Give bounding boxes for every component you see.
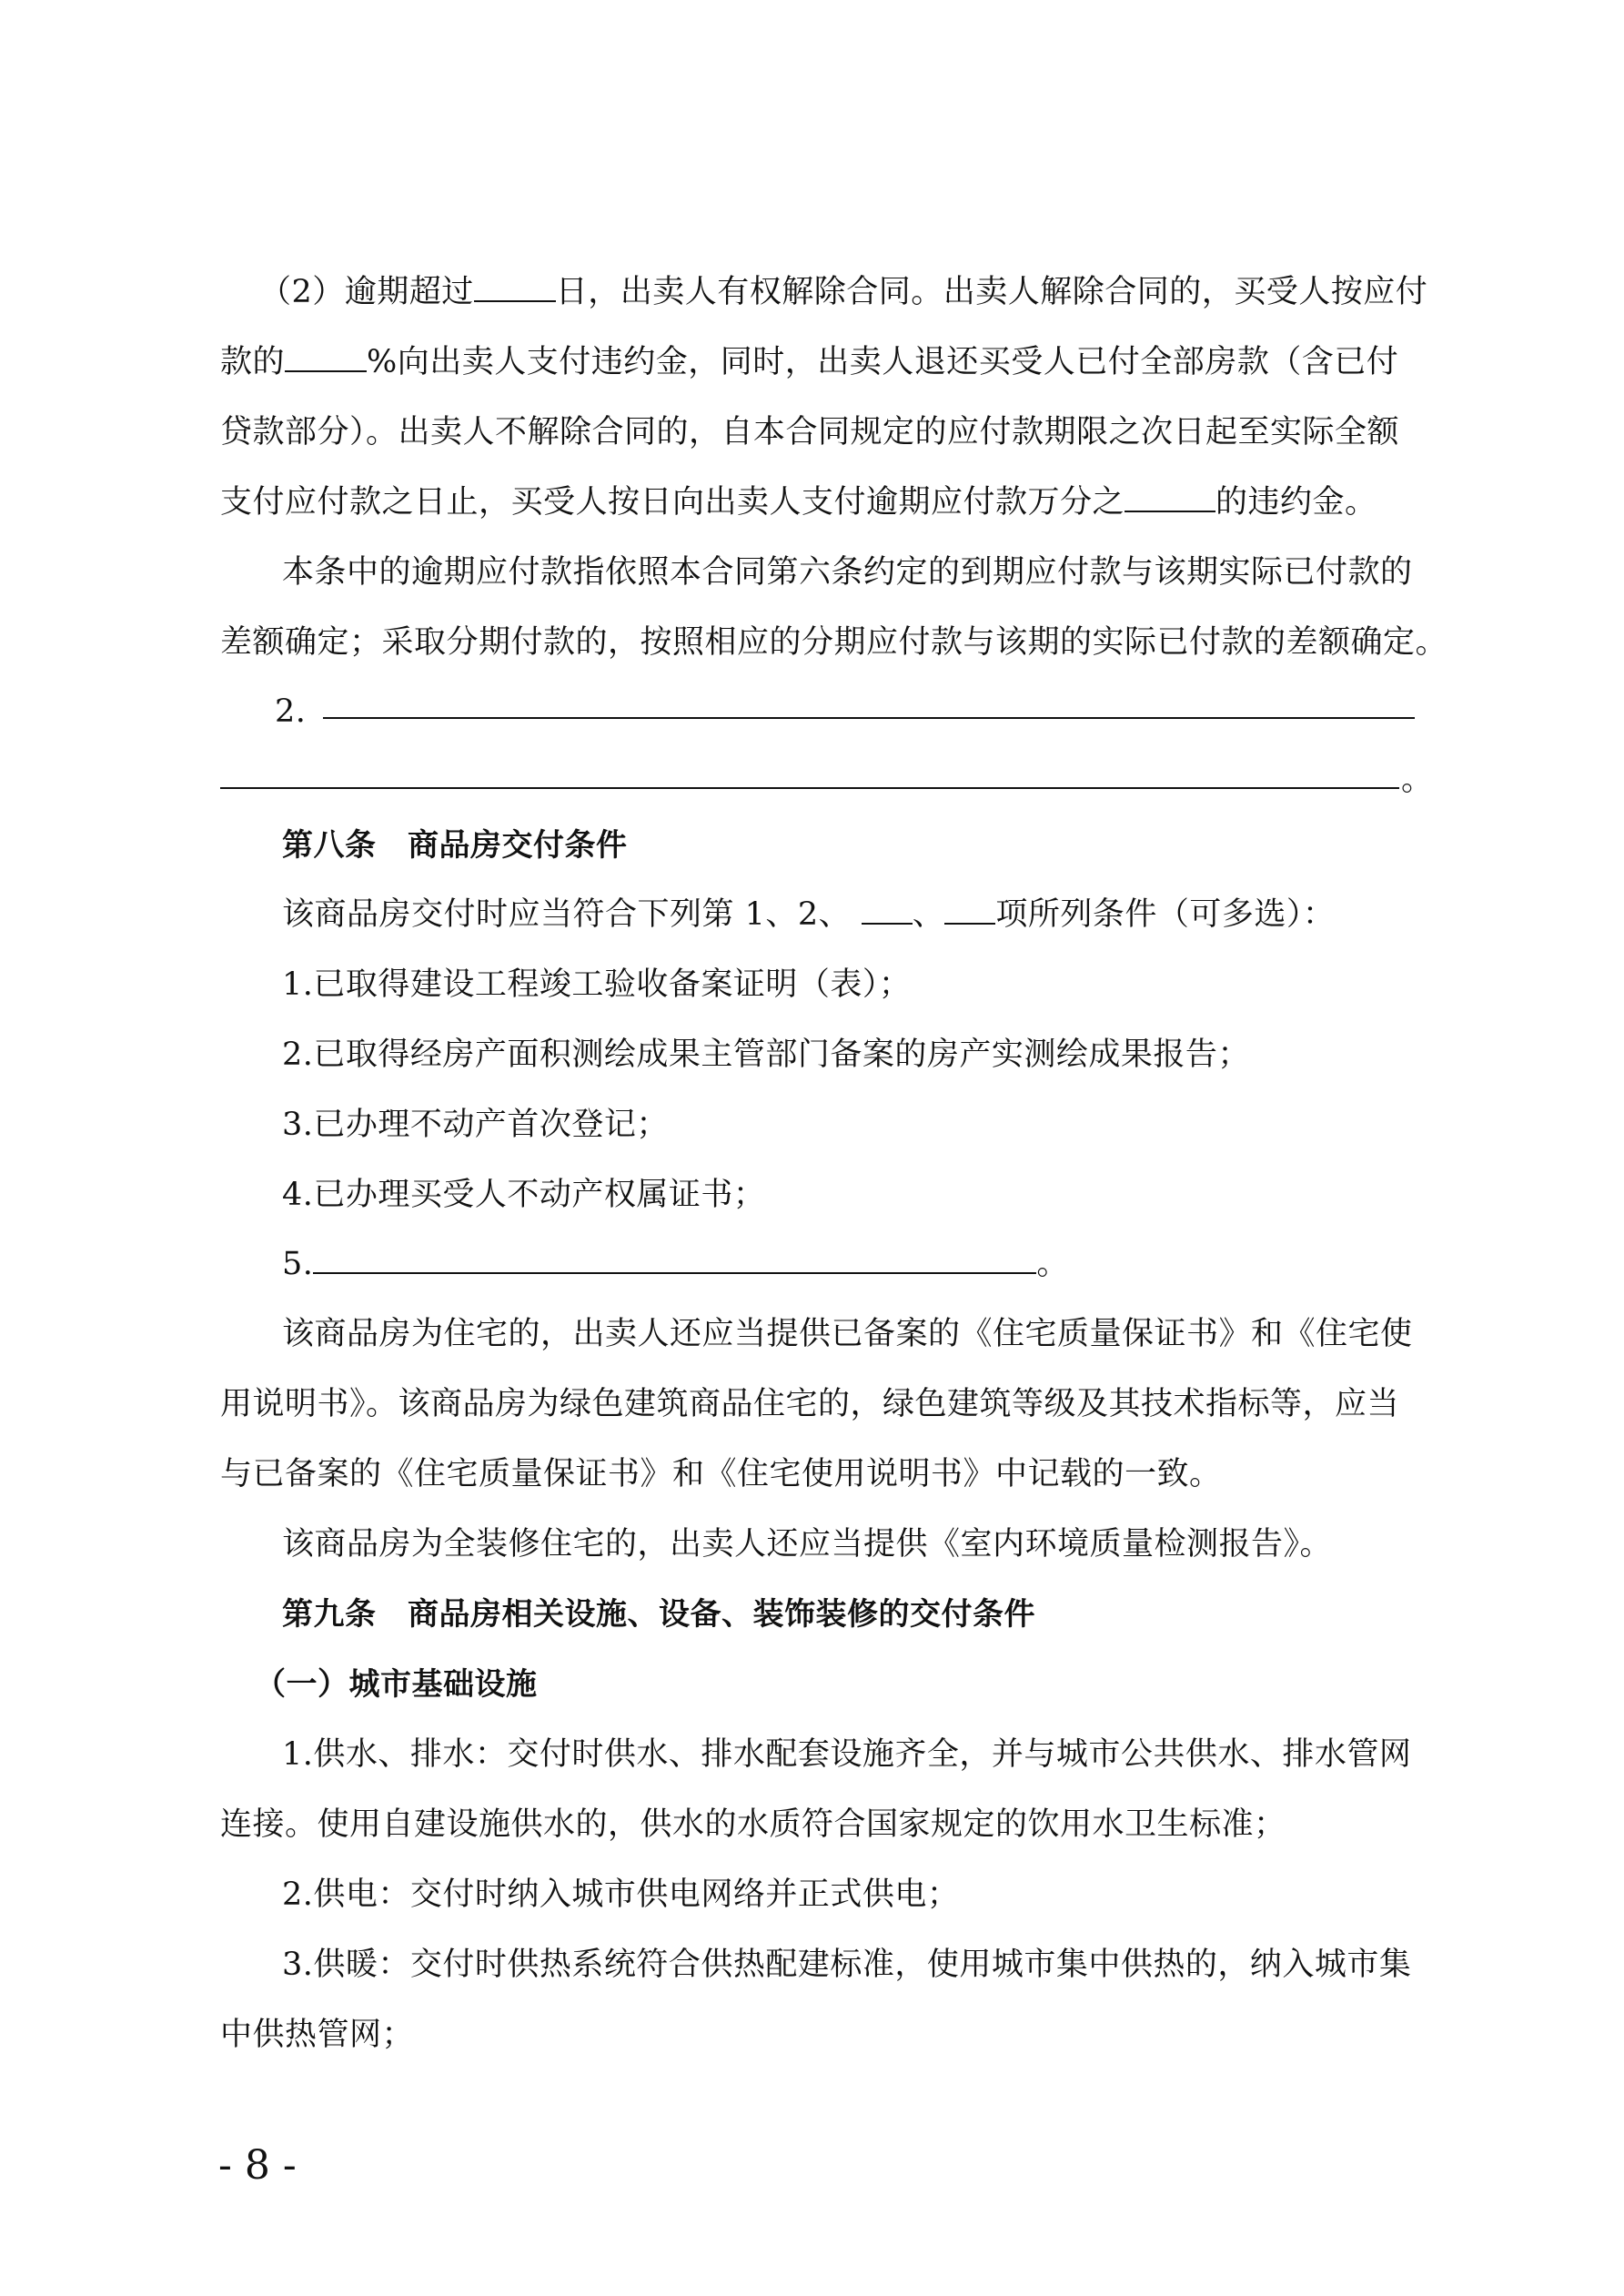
overdue-clause-line-1: （2）逾期超过 日，出卖人有权解除合同。出卖人解除合同的，买受人按应付 [259, 274, 1428, 310]
residential-line-2: 用说明书》。该商品房为绿色建筑商品住宅的，绿色建筑等级及其技术指标等，应当 [220, 1386, 1400, 1422]
article-8-heading: 第八条 商品房交付条件 [282, 827, 628, 864]
item-2-blank-line [323, 717, 1415, 719]
water-line-2: 连接。使用自建设施供水的，供水的水质符合国家规定的饮用水卫生标准； [220, 1806, 1286, 1843]
overdue-days-blank [474, 273, 556, 302]
condition-item-3: 3.已办理不动产首次登记； [282, 1107, 669, 1143]
overdue-clause-line-3: 贷款部分）。出卖人不解除合同的，自本合同规定的应付款期限之次日起至实际全额 [220, 414, 1400, 450]
heating-line-2: 中供热管网； [220, 2017, 415, 2053]
power-line: 2.供电：交付时纳入城市供电网络并正式供电； [282, 1876, 960, 1913]
overdue-clause-line-2: 款的 %向出卖人支付违约金，同时，出卖人退还买受人已付全部房款（含已付 [220, 344, 1399, 380]
article-9-heading: 第九条 商品房相关设施、设备、装饰装修的交付条件 [282, 1596, 1035, 1633]
overdue-note-line-1: 本条中的逾期应付款指依照本合同第六条约定的到期应付款与该期实际已付款的 [282, 554, 1413, 591]
heating-line-1: 3.供暖：交付时供热系统符合供热配建标准，使用城市集中供热的，纳入城市集 [282, 1947, 1412, 1983]
condition-item-1: 1.已取得建设工程竣工验收备案证明（表）； [282, 966, 912, 1003]
section-urban-infrastructure: （一）城市基础设施 [255, 1666, 538, 1703]
overdue-note-line-2: 差额确定；采取分期付款的，按照相应的分期应付款与该期的实际已付款的差额确定。 [220, 624, 1448, 661]
overdue-clause-line-4: 支付应付款之日止，买受人按日向出卖人支付逾期应付款万分之 的违约金。 [220, 484, 1377, 521]
article-8-intro: 该商品房交付时应当符合下列第 1、2、 、 项所列条件（可多选）： [282, 896, 1336, 933]
residential-line-3: 与已备案的《住宅质量保证书》和《住宅使用说明书》中记载的一致。 [220, 1456, 1222, 1492]
daily-penalty-blank [1125, 483, 1215, 512]
condition-item-5-blank [313, 1245, 1036, 1274]
residential-line-1: 该商品房为住宅的，出卖人还应当提供已备案的《住宅质量保证书》和《住宅使 [282, 1316, 1413, 1352]
penalty-percent-blank [285, 343, 367, 372]
condition-blank-1 [862, 895, 913, 925]
item-2-label: 2. [275, 693, 307, 730]
water-line-1: 1.供水、排水：交付时供水、排水配套设施齐全，并与城市公共供水、排水管网 [282, 1736, 1412, 1773]
decoration-line: 该商品房为全装修住宅的，出卖人还应当提供《室内环境质量检测报告》。 [282, 1526, 1333, 1563]
item-2-blank-line-2 [220, 787, 1399, 789]
item-2-end: 。 [1401, 762, 1434, 798]
condition-item-4: 4.已办理买受人不动产权属证书； [282, 1177, 766, 1213]
condition-item-5: 5. 。 [282, 1246, 1069, 1282]
condition-item-2: 2.已取得经房产面积测绘成果主管部门备案的房产实测绘成果报告； [282, 1037, 1250, 1073]
condition-blank-2 [944, 895, 995, 925]
page-number: - 8 - [218, 2142, 297, 2189]
